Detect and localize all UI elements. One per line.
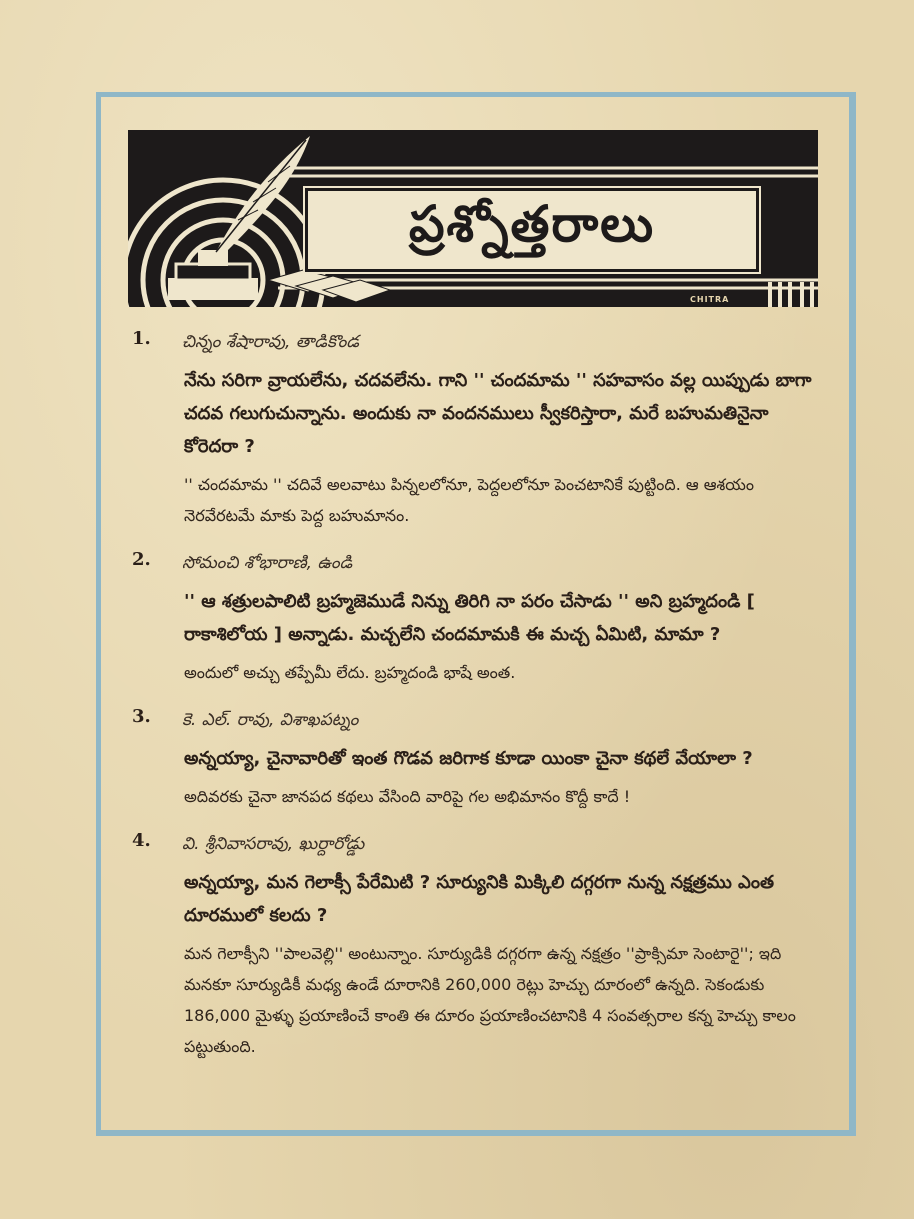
question-number: 1. [132, 328, 151, 349]
page-title: ప్రశ్నోత్తరాలు [408, 194, 656, 253]
qa-item [132, 328, 822, 531]
asker-name: చిన్నం శేషారావు, తాడికొండ [182, 332, 359, 352]
question-text: అన్నయ్యా, చైనావారితో ఇంత గొడవ జరిగాక కూడా యింకా చైనా కథలే వేయాలా ? [184, 748, 753, 769]
answer-text: అదివరకు చైనా జానపద కథలు వేసింది వారిపై గల అభిమానం కొద్దీ కాదే ! [184, 787, 631, 806]
asker-name: కె. ఎల్. రావు, విశాఖపట్నం [182, 710, 359, 730]
asker-name: వి. శ్రీనివాసరావు, ఖుర్దారోడ్డు [182, 834, 365, 854]
artist-signature: CHITRA [690, 295, 730, 304]
question-text: నేను సరిగా వ్రాయలేను, చదవలేను. గాని '' చందమామ '' సహవాసం వల్ల యిప్పుడు బాగా చదవ గలుగుచున్నాను. అందుకు నా వందనములు స్వీకరిస్తారా, మరే బహుమతినైనా కోరెదరా ? [184, 370, 812, 457]
answer-text: మన గెలాక్సీని ''పాలవెల్లి'' అంటున్నాం. సూర్యుడికి దగ్గరగా ఉన్న నక్షత్రం ''ప్రాక్సిమా సెంటారై''; ఇది మనకూ సూర్యుడికీ మధ్య ఉండే దూరానికి 260,000 రెట్లు హెచ్చు దూరంలో ఉన్నది. సెకండుకు 186,000 మైళ్ళు ప్రయాణించే కాంతి ఈ దూరం ప్రయాణించటానికి 4 సంవత్సరాల కన్న హెచ్చు కాలం పట్టుతుంది. [184, 944, 796, 1056]
qa-item [132, 830, 822, 1062]
question-text: అన్నయ్యా, మన గెలాక్సీ పేరేమిటి ? సూర్యునికి మిక్కిలి దగ్గరగా నున్న నక్షత్రము ఎంత దూరములో కలదు ? [184, 872, 774, 926]
asker-name: సోమంచి శోభారాణి, ఉండి [182, 553, 353, 573]
question-number: 3. [132, 706, 151, 727]
qa-list [132, 328, 822, 1080]
header-banner [128, 130, 818, 307]
inkpot-icon [168, 250, 258, 300]
answer-text: అందులో అచ్చు తప్పేమీ లేదు. బ్రహ్మదండి భాషే అంత. [184, 663, 516, 682]
qa-item [132, 706, 822, 812]
qa-item [132, 549, 822, 688]
question-number: 2. [132, 549, 151, 570]
answer-text: '' చందమామ '' చదివే అలవాటు పిన్నలలోనూ, పెద్దలలోనూ పెంచటానికే పుట్టింది. ఆ ఆశయం నెరవేరటమే మాకు పెద్ద బహుమానం. [184, 475, 754, 525]
question-text: '' ఆ శత్రులపాలిటి బ్రహ్మజెముడే నిన్ను తిరిగి నా పరం చేసాడు '' అని బ్రహ్మదండి [ రాకాశిలోయ ] అన్నాడు. మచ్చలేని చందమామకి ఈ మచ్చ ఏమిటి, మామా ? [184, 591, 755, 645]
question-number: 4. [132, 830, 151, 851]
papers-icon [268, 270, 390, 302]
title-box [305, 188, 759, 272]
